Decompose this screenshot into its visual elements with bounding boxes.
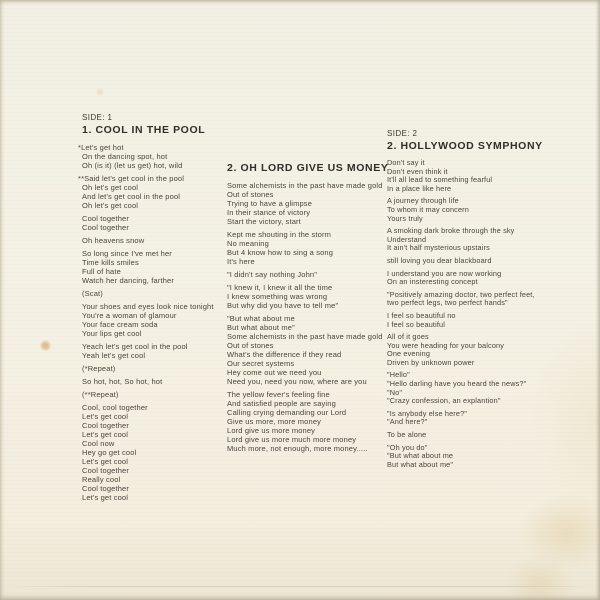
stanza bbox=[82, 214, 247, 232]
lyric-line: "Oh you do" bbox=[387, 442, 428, 452]
lyric-line: Lord give us more much more money bbox=[227, 435, 357, 444]
lyric-line: Hey go get cool bbox=[82, 448, 137, 457]
stanza bbox=[387, 270, 565, 287]
paper-stain bbox=[96, 88, 104, 96]
lyric-line: "But what about me bbox=[387, 451, 454, 461]
side1-label: SIDE: 1 bbox=[82, 113, 113, 122]
lyric-line: **Said let's get cool in the pool bbox=[78, 174, 185, 183]
stanza bbox=[227, 283, 402, 310]
lyric-line: No meaning bbox=[227, 239, 269, 248]
stanza bbox=[82, 249, 247, 285]
lyric-line: Start the victory, start bbox=[227, 217, 301, 226]
lyric-line: Much more, not enough, more money..... bbox=[227, 444, 368, 453]
lyric-line: On an insteresting concept bbox=[387, 277, 478, 287]
lyric-line: The yellow fever's feeling fine bbox=[227, 390, 330, 399]
lyric-line: It's here bbox=[227, 257, 255, 266]
lyric-line: You're a woman of glamour bbox=[82, 311, 177, 320]
lyric-line: Let's get cool bbox=[82, 457, 129, 466]
stanza bbox=[78, 174, 247, 210]
lyric-line: "And here?" bbox=[387, 417, 428, 427]
stanza bbox=[82, 364, 247, 373]
lyric-line: Oh let's get cool bbox=[82, 183, 139, 192]
lyric-line: Yours truly bbox=[387, 213, 423, 223]
lyric-line: Full of hate bbox=[82, 267, 121, 276]
lyric-line: Give us more, more money bbox=[227, 417, 322, 426]
lyric-line: Don't even think it bbox=[387, 166, 448, 176]
lyric-line: Out of stones bbox=[227, 190, 274, 199]
lyric-line: In a place like here bbox=[387, 183, 452, 193]
lyric-line: "Positively amazing doctor, two perfect feet, bbox=[387, 289, 535, 299]
lyric-line: All of it goes bbox=[387, 332, 429, 342]
lyric-line: "I didn't say nothing John" bbox=[227, 270, 318, 279]
lyric-line: A journey through life bbox=[387, 196, 459, 206]
lyric-line: What's the difference if they read bbox=[227, 350, 342, 359]
stanza bbox=[387, 291, 565, 308]
lyric-line: You were heading for your balcony bbox=[387, 340, 505, 350]
lyric-line: Yeach let's get cool in the pool bbox=[82, 342, 188, 351]
lyric-line: Some alchemists in the past have made gold bbox=[227, 332, 383, 341]
stanza bbox=[387, 333, 565, 367]
lyric-line: Oh let's get cool bbox=[82, 201, 139, 210]
stanza bbox=[82, 377, 247, 386]
column-side2 bbox=[387, 129, 565, 473]
stanza bbox=[78, 143, 247, 170]
lyric-line: Kept me shouting in the storm bbox=[227, 230, 331, 239]
lyric-line: Watch her dancing, farther bbox=[82, 276, 174, 285]
lyric-line: I feel so beautiful no bbox=[387, 310, 456, 320]
lyric-line: Let's get cool bbox=[82, 412, 129, 421]
lyric-line: Really cool bbox=[82, 475, 121, 484]
lyric-line: Oh (is it) (let us get) hot, wild bbox=[82, 161, 183, 170]
lyric-line: (**Repeat) bbox=[82, 390, 119, 399]
lyric-line: "But what about me bbox=[227, 314, 295, 323]
lyric-line: I understand you are now working bbox=[387, 268, 502, 278]
lyric-line: Your shoes and eyes look nice tonight bbox=[82, 302, 214, 311]
lyric-line: "Crazy confession, an explantion" bbox=[387, 396, 501, 406]
lyric-line: It'll all lead to something fearful bbox=[387, 175, 493, 185]
lyric-line: But why did you have to tell me" bbox=[227, 301, 339, 310]
lyric-line: two perfect legs, two perfect hands" bbox=[387, 298, 508, 308]
lyrics-cool-in-the-pool bbox=[78, 143, 247, 502]
lyric-line: Yeah let's get cool bbox=[82, 351, 146, 360]
lyric-line: Cool together bbox=[82, 484, 129, 493]
lyric-line: Some alchemists in the past have made gold bbox=[227, 181, 383, 190]
lyric-line: Driven by unknown power bbox=[387, 357, 475, 367]
lyric-line: Understand bbox=[387, 234, 427, 244]
lyrics-hollywood-symphony bbox=[387, 159, 565, 469]
lyric-line: still loving you dear blackboard bbox=[387, 255, 492, 265]
lyric-line: *Let's get hot bbox=[78, 143, 124, 152]
stanza bbox=[387, 257, 565, 266]
stanza bbox=[387, 159, 565, 193]
stanza bbox=[227, 390, 402, 453]
paper-crease bbox=[0, 586, 600, 587]
stanza bbox=[387, 371, 565, 405]
stanza bbox=[82, 342, 247, 360]
stanza bbox=[387, 227, 565, 253]
lyric-line: Out of stones bbox=[227, 341, 274, 350]
column-side1 bbox=[78, 113, 247, 506]
lyric-line: Need you, need you now, where are you bbox=[227, 377, 367, 386]
track-title-oh-lord-give-us-money: 2. OH LORD GIVE US MONEY bbox=[227, 162, 389, 174]
stanza bbox=[82, 236, 247, 245]
lyric-line: Our secret systems bbox=[227, 359, 295, 368]
lyric-line: To whom it may concern bbox=[387, 204, 469, 214]
lyric-line: (*Repeat) bbox=[82, 364, 116, 373]
lyric-line: Cool together bbox=[82, 223, 129, 232]
lyric-line: Cool together bbox=[82, 421, 129, 430]
lyric-line: And let's get cool in the pool bbox=[82, 192, 181, 201]
lyric-line: I feel so beautiful bbox=[387, 319, 446, 329]
lyric-line: It ain't half mysterious upstairs bbox=[387, 243, 490, 253]
lyric-line: Let's get cool bbox=[82, 430, 129, 439]
lyric-line: "No" bbox=[387, 387, 403, 397]
stanza bbox=[227, 181, 402, 226]
stanza bbox=[387, 444, 565, 470]
stanza bbox=[387, 410, 565, 427]
lyric-line: Oh heavens snow bbox=[82, 236, 145, 245]
lyric-line: (Scat) bbox=[82, 289, 103, 298]
lyric-line: In their stance of victory bbox=[227, 208, 311, 217]
lyric-line: "I knew it, I knew it all the time bbox=[227, 283, 333, 292]
stanza bbox=[82, 302, 247, 338]
lyric-line: Cool, cool together bbox=[82, 403, 148, 412]
lyric-line: But 4 know how to sing a song bbox=[227, 248, 334, 257]
lyric-line: "Hello" bbox=[387, 370, 410, 380]
lyric-line: "Hello darling have you heard the news?" bbox=[387, 379, 527, 389]
lyric-line: "Is anybody else here?" bbox=[387, 408, 468, 418]
lyric-line: But what about me" bbox=[227, 323, 295, 332]
lyric-line: Cool together bbox=[82, 214, 129, 223]
paper-stain bbox=[40, 340, 51, 351]
lyric-line: Calling crying demanding our Lord bbox=[227, 408, 347, 417]
lyric-line: Cool now bbox=[82, 439, 115, 448]
stanza bbox=[387, 431, 565, 440]
track-title-hollywood-symphony: 2. HOLLYWOOD SYMPHONY bbox=[387, 140, 543, 152]
lyric-line: One evening bbox=[387, 349, 431, 359]
lyric-line: Your lips get cool bbox=[82, 329, 142, 338]
stanza bbox=[387, 197, 565, 223]
lyric-line: So hot, hot, So hot, hot bbox=[82, 377, 163, 386]
lyric-line: On the dancing spot, hot bbox=[82, 152, 168, 161]
stanza bbox=[387, 312, 565, 329]
stanza bbox=[227, 314, 402, 386]
lyric-line: Lord give us more money bbox=[227, 426, 316, 435]
lyric-line: Cool together bbox=[82, 466, 129, 475]
side2-label: SIDE: 2 bbox=[387, 129, 418, 138]
lyric-line: Time kills smiles bbox=[82, 258, 139, 267]
lyric-line: A smoking dark broke through the sky bbox=[387, 226, 515, 236]
lyric-line: Don't say it bbox=[387, 158, 425, 167]
lyric-line: Hey come out we need you bbox=[227, 368, 322, 377]
lyric-line: Trying to have a glimpse bbox=[227, 199, 313, 208]
lyric-line: But what about me" bbox=[387, 459, 454, 469]
stanza bbox=[82, 289, 247, 298]
column-track2-side1 bbox=[227, 162, 402, 457]
stanza bbox=[82, 403, 247, 502]
lyrics-oh-lord-give-us-money bbox=[227, 181, 402, 453]
stanza bbox=[227, 270, 402, 279]
lyric-line: Your face cream soda bbox=[82, 320, 158, 329]
stanza bbox=[227, 230, 402, 266]
lyric-line: To be alone bbox=[387, 430, 427, 440]
lyric-line: And satisfied people are saying bbox=[227, 399, 336, 408]
lyric-line: So long since I've met her bbox=[82, 249, 172, 258]
lyric-line: I knew something was wrong bbox=[227, 292, 328, 301]
track-title-cool-in-the-pool: 1. COOL IN THE POOL bbox=[82, 124, 206, 136]
stanza bbox=[82, 390, 247, 399]
lyric-line: Let's get cool bbox=[82, 493, 129, 502]
